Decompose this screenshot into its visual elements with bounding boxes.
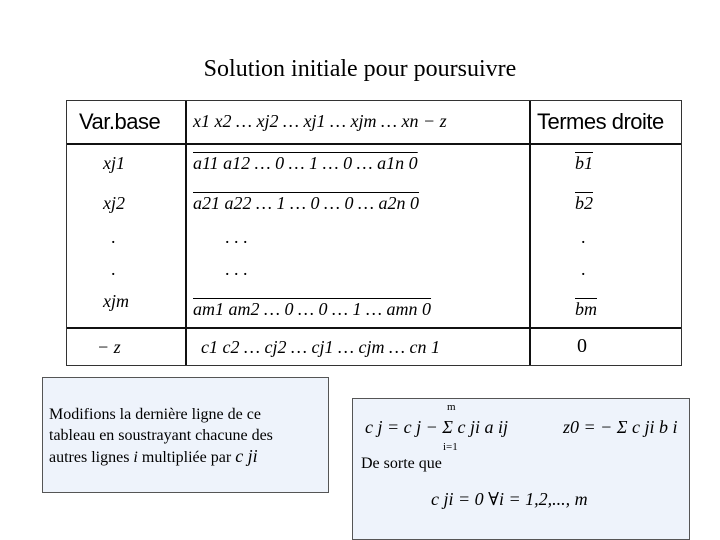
table-background bbox=[67, 101, 681, 365]
row-3-coeffs: . . . bbox=[225, 227, 248, 247]
row-5-rhs: $\overline{bm}$ bbox=[575, 299, 597, 319]
row-2-coeffs: a21 a22 … 1 … 0 … 0 … a2n 0 bbox=[193, 193, 420, 213]
formula-z0: z0 = − Σ c ji b i bbox=[563, 417, 678, 437]
note-i-variable: i bbox=[133, 449, 138, 466]
last-row-rhs: 0 bbox=[577, 335, 587, 357]
formula-text-de-sorte-que: De sorte que bbox=[361, 455, 442, 472]
note-cji: c ji bbox=[235, 446, 258, 466]
note-line-3b-text: multipliée par bbox=[141, 449, 232, 466]
base-column-divider bbox=[185, 101, 187, 365]
note-line-3 bbox=[49, 446, 322, 468]
note-line-2: tableau en soustrayant chacune des bbox=[49, 427, 273, 444]
formula-cj-sum-top: m bbox=[447, 401, 456, 413]
last-row-divider bbox=[67, 327, 681, 329]
simplex-table bbox=[66, 100, 682, 366]
formula-cj-sum-bottom: i=1 bbox=[443, 441, 458, 453]
header-variables: x1 x2 … xj2 … xj1 … xjm … xn − z bbox=[193, 111, 447, 131]
row-4-coeffs: . . . bbox=[225, 259, 248, 279]
note-line-1: Modifions la dernière ligne de ce bbox=[49, 406, 261, 423]
row-5-base: xjm bbox=[103, 291, 129, 311]
row-4-base: . bbox=[111, 259, 116, 279]
formula-cj: c j = c j − Σ c ji a ij bbox=[365, 417, 508, 437]
formula-box bbox=[352, 398, 690, 540]
header-termes-droite: Termes droite bbox=[537, 109, 664, 134]
header-var-base: Var.base bbox=[79, 109, 161, 134]
row-2-rhs: b2 bbox=[575, 193, 593, 213]
page-title: Solution initiale pour poursuivre bbox=[203, 56, 517, 82]
last-row-coeffs: c1 c2 … cj2 … cj1 … cjm … cn 1 bbox=[201, 337, 440, 357]
row-1-base: xj1 bbox=[103, 153, 125, 173]
last-row-base: − z bbox=[97, 337, 121, 357]
row-3-base: . bbox=[111, 227, 116, 247]
row-5-coeffs: am1 am2 … 0 … 0 … 1 … amn 0 bbox=[193, 299, 432, 319]
row-1-rhs: b1 bbox=[575, 153, 593, 173]
note-box bbox=[42, 377, 329, 493]
row-2-base: xj2 bbox=[103, 193, 125, 213]
header-divider bbox=[67, 143, 681, 145]
row-3-rhs: . bbox=[581, 227, 586, 247]
formula-cji-zero: c ji = 0 ∀i = 1,2,..., m bbox=[431, 489, 588, 509]
row-4-rhs: . bbox=[581, 259, 586, 279]
note-line-3-text: autres lignes bbox=[49, 449, 130, 466]
rhs-column-divider bbox=[529, 101, 531, 365]
row-1-coeffs: a11 a12 … 0 … 1 … 0 … a1n 0 bbox=[193, 153, 418, 173]
